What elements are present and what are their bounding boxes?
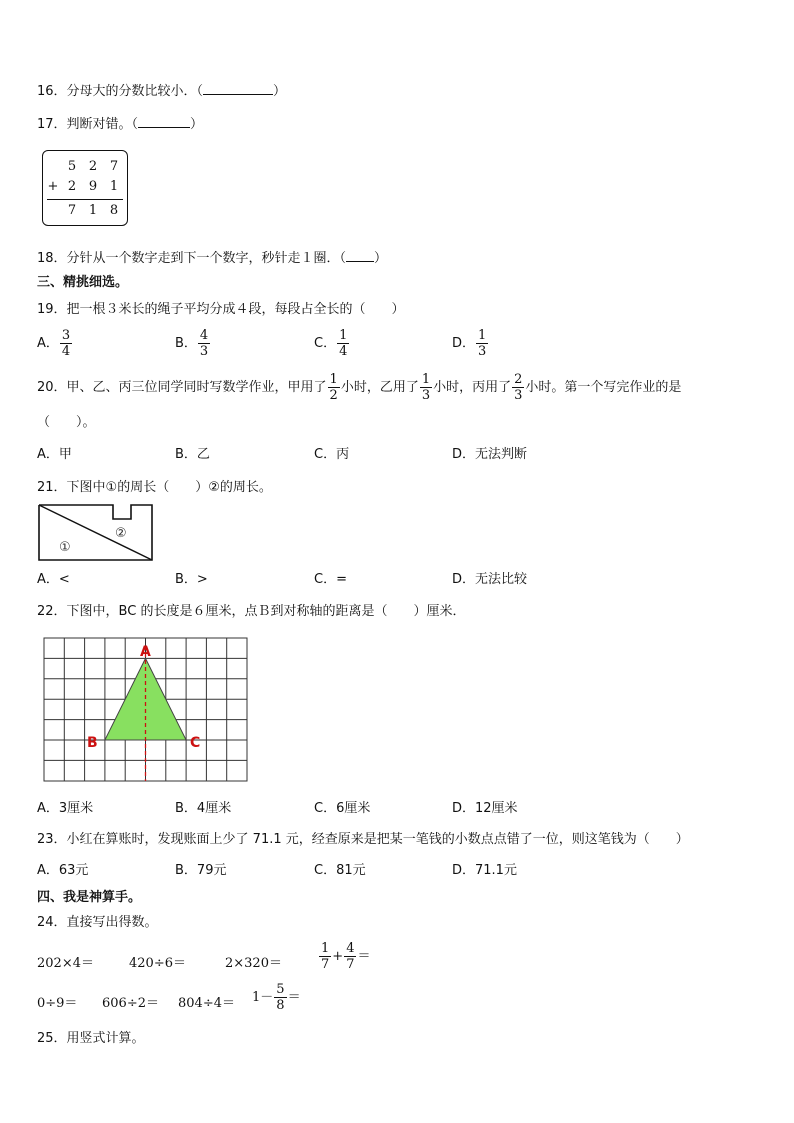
digit: 2 (67, 179, 77, 194)
question-19: 19．把一根３米长的绳子平均分成４段，每段占全长的（ ） (37, 302, 405, 317)
digit: 5 (67, 159, 77, 174)
sum-line (47, 199, 123, 200)
q22-option-c[interactable]: C．6厘米 (314, 801, 371, 816)
q17-close: ） (190, 117, 204, 132)
q22-option-a[interactable]: A．3厘米 (37, 801, 94, 816)
q21-option-c[interactable]: C．= (314, 572, 347, 587)
question-20 (37, 370, 681, 406)
grid-triangle-figure (40, 636, 252, 784)
fraction: $\frac{1}{2}$ (329, 372, 338, 403)
question-18 (37, 249, 387, 268)
fraction: $\frac{3}{4}$ (61, 328, 71, 359)
calc-item: 2×320＝ (225, 956, 282, 971)
question-25: 25．用竖式计算。 (37, 1031, 145, 1046)
label-c: C (190, 735, 201, 751)
question-16 (37, 82, 286, 101)
q19-option-b[interactable] (175, 328, 211, 359)
digit: 9 (88, 179, 98, 194)
q20-text-1: 20．甲、乙、丙三位同学同时写数学作业，甲用了 (37, 380, 327, 395)
section-3-heading: 三、精挑细选。 (37, 275, 129, 290)
q19-option-a[interactable] (37, 328, 73, 359)
q20-text-4: 小时。第一个写完作业的是 (525, 380, 682, 395)
calc-item: 202×4＝ (37, 956, 94, 971)
q20-option-a[interactable]: A．甲 (37, 447, 72, 462)
fraction: $\frac{1}{7}$ (321, 941, 330, 972)
fraction-addition (318, 941, 370, 972)
fraction: $\frac{5}{8}$ (276, 982, 285, 1013)
plus-sign: + (332, 949, 344, 964)
question-22: 22．下图中，BC 的长度是６厘米，点Ｂ到对称轴的距离是（ ）厘米． (37, 604, 466, 619)
equals-sign: ＝ (357, 949, 371, 964)
q18-close: ） (374, 251, 388, 266)
q20-text-3: 小时，丙用了 (433, 380, 512, 395)
vertical-addition-box (42, 150, 128, 226)
label-a: A (140, 644, 151, 660)
plus-sign: + (47, 179, 59, 194)
q16-text: 16．分母大的分数比较小．（ (37, 84, 204, 99)
calc-item: 0÷9＝ (37, 996, 78, 1011)
digit: 8 (109, 203, 119, 218)
q16-answer-blank[interactable] (203, 82, 273, 95)
fraction: $\frac{1}{3}$ (421, 372, 431, 403)
diagonal-line (39, 505, 152, 560)
q22-option-b[interactable]: B．4厘米 (175, 801, 232, 816)
calc-item: 606÷2＝ (102, 996, 159, 1011)
q20-line-2: （ ）。 (37, 415, 96, 430)
q20-text-2: 小时，乙用了 (340, 380, 419, 395)
fraction: $\frac{1}{3}$ (478, 328, 487, 359)
q18-text: 18．分针从一个数字走到下一个数字，秒针走１圈．（ (37, 251, 347, 266)
section-4-heading: 四、我是神算手。 (37, 890, 142, 905)
q21-option-d[interactable]: D．无法比较 (452, 572, 528, 587)
q20-option-d[interactable]: D．无法判断 (452, 447, 528, 462)
q20-option-b[interactable]: B．乙 (175, 447, 210, 462)
question-24: 24．直接写出得数。 (37, 915, 158, 930)
q23-option-c[interactable]: C．81元 (314, 863, 366, 878)
digit: 7 (67, 203, 77, 218)
fraction: $\frac{4}{3}$ (199, 328, 209, 359)
equals-sign: ＝ (287, 990, 301, 1005)
digit: 1 (109, 179, 119, 194)
option-label: D． (452, 336, 476, 351)
q22-option-d[interactable]: D．12厘米 (452, 801, 518, 816)
option-label: B． (175, 336, 197, 351)
q19-option-d[interactable] (452, 328, 489, 359)
digit: 2 (88, 159, 98, 174)
perimeter-figure (37, 503, 155, 563)
calc-item: 804÷4＝ (178, 996, 235, 1011)
region-1-label: ① (59, 540, 71, 555)
q21-option-b[interactable]: B．> (175, 572, 208, 587)
option-label: A． (37, 336, 59, 351)
q21-option-a[interactable]: A．< (37, 572, 70, 587)
fraction: $\frac{4}{7}$ (346, 941, 355, 972)
digit: 1 (88, 203, 98, 218)
fraction: $\frac{2}{3}$ (514, 372, 523, 403)
q23-option-a[interactable]: A．63元 (37, 863, 89, 878)
fraction-subtraction (252, 982, 301, 1013)
digit: 7 (109, 159, 119, 174)
question-21: 21．下图中①的周长（ ）②的周长。 (37, 480, 272, 495)
q18-answer-blank[interactable] (346, 249, 374, 262)
q17-answer-blank[interactable] (138, 115, 190, 128)
q23-option-b[interactable]: B．79元 (175, 863, 227, 878)
label-b: B (87, 735, 98, 751)
fraction: $\frac{1}{4}$ (339, 328, 348, 359)
region-2-label: ② (115, 526, 127, 541)
q16-close: ） (273, 84, 287, 99)
q20-option-c[interactable]: C．丙 (314, 447, 350, 462)
q17-text: 17．判断对错。（ (37, 117, 139, 132)
calc-item: 420÷6＝ (129, 956, 186, 971)
q19-option-c[interactable] (314, 328, 350, 359)
one-minus: 1－ (252, 990, 274, 1005)
question-23: 23．小红在算账时，发现账面上少了 71.1 元，经查原来是把某一笔钱的小数点点错了一位，则这笔钱为（ ） (37, 832, 689, 847)
q23-option-d[interactable]: D．71.1元 (452, 863, 517, 878)
question-17 (37, 115, 203, 134)
option-label: C． (314, 336, 337, 351)
